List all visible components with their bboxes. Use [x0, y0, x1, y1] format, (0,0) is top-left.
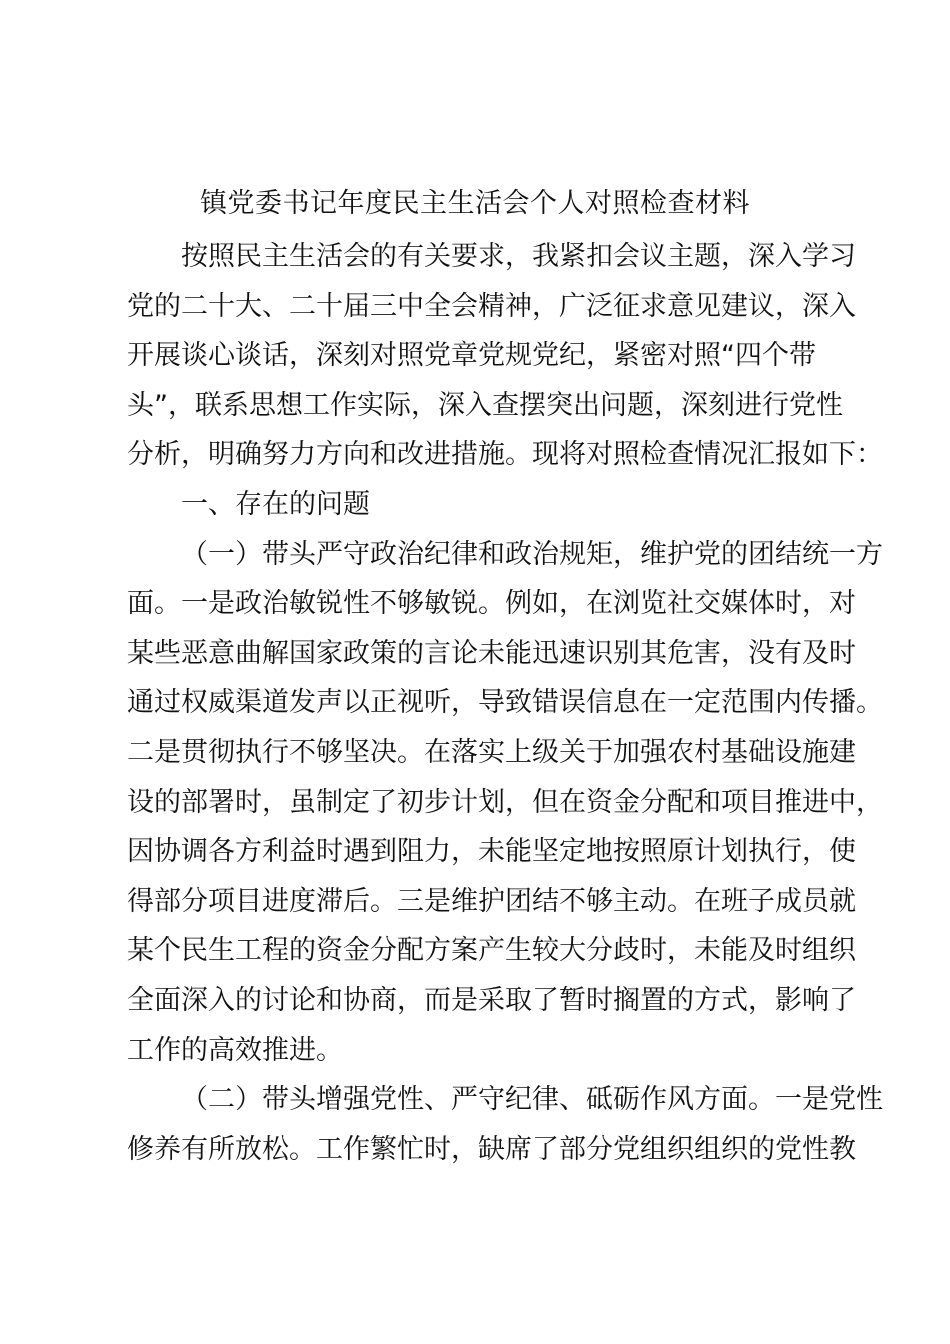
paragraph-line: 设的部署时，虽制定了初步计划，但在资金分配和项目推进中， [127, 786, 883, 818]
paragraph-line: 全面深入的讨论和协商，而是采取了暂时搁置的方式，影响了 [127, 984, 856, 1016]
paragraph-line: 工作的高效推进。 [127, 1034, 343, 1066]
paragraph-line: 得部分项目进度滞后。三是维护团结不够主动。在班子成员就 [127, 885, 856, 917]
paragraph-line: 某些恶意曲解国家政策的言论未能迅速识别其危害，没有及时 [127, 637, 856, 669]
document-title: 镇党委书记年度民主生活会个人对照检查材料 [200, 188, 750, 219]
paragraph-line: 开展谈心谈话，深刻对照党章党规党纪，紧密对照“四个带 [127, 340, 816, 372]
paragraph-line: 某个民生工程的资金分配方案产生较大分歧时，未能及时组织 [127, 935, 856, 967]
paragraph-line: 修养有所放松。工作繁忙时，缺席了部分党组织组织的党性教 [127, 1133, 856, 1165]
paragraph-line: 党的二十大、二十届三中全会精神，广泛征求意见建议，深入 [127, 290, 856, 322]
paragraph-line: 按照民主生活会的有关要求，我紧扣会议主题，深入学习 [181, 241, 856, 272]
paragraph-line: （一）带头严守政治纪律和政治规矩，维护党的团结统一方 [181, 538, 883, 570]
paragraph-line: （二）带头增强党性、严守纪律、砥砺作风方面。一是党性 [181, 1084, 883, 1116]
section-heading: 一、存在的问题 [181, 488, 370, 520]
paragraph-line: 因协调各方利益时遇到阻力，未能坚定地按照原计划执行，使 [127, 836, 856, 868]
paragraph-line: 二是贯彻执行不够坚决。在落实上级关于加强农村基础设施建 [127, 736, 856, 768]
paragraph-line: 通过权威渠道发声以正视听，导致错误信息在一定范围内传播。 [127, 687, 883, 719]
paragraph-line: 头”，联系思想工作实际，深入查摆突出问题，深刻进行党性 [127, 389, 843, 421]
document-body [127, 232, 883, 1174]
paragraph-line: 分析，明确努力方向和改进措施。现将对照检查情况汇报如下： [127, 439, 883, 471]
paragraph-line: 面。一是政治敏锐性不够敏锐。例如，在浏览社交媒体时，对 [127, 588, 856, 620]
